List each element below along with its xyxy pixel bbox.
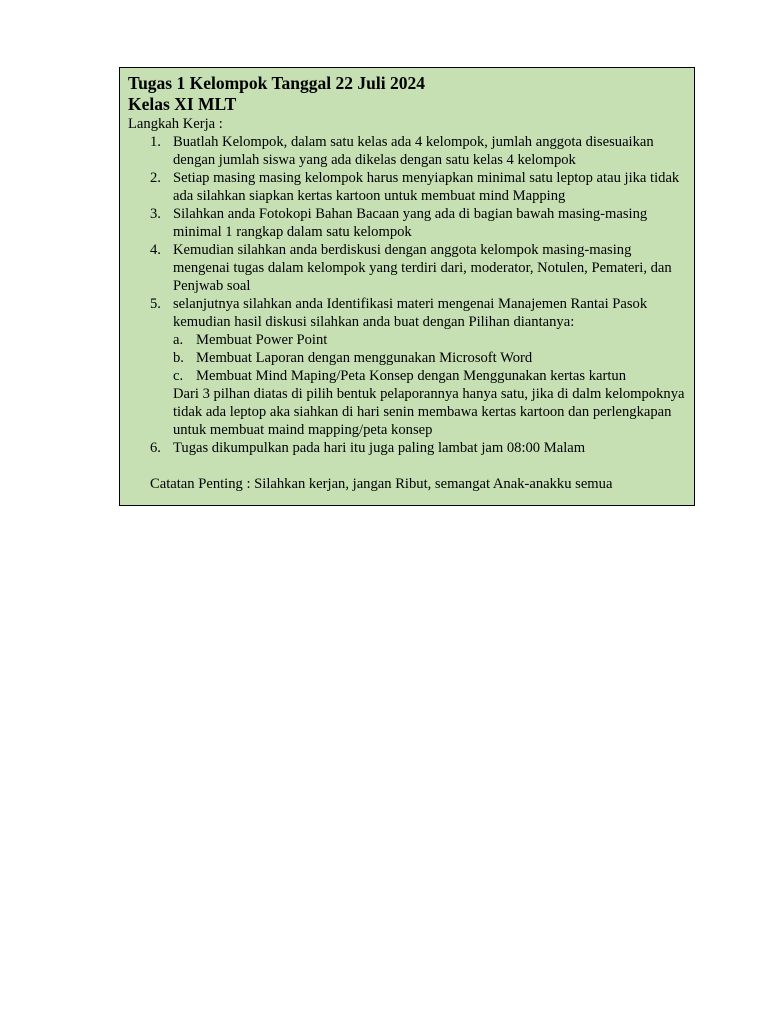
option-letter: c.	[173, 368, 184, 384]
step-number: 2.	[150, 170, 161, 186]
step-number: 1.	[150, 134, 161, 150]
option-letter: a.	[173, 332, 184, 348]
step-text: Setiap masing masing kelompok harus menyiapkan minimal satu leptop atau jika tidak ada silahkan siapkan kertas kartoon untuk membuat mind Mapping	[173, 170, 680, 204]
steps-list	[128, 133, 686, 457]
report-option-c	[173, 367, 686, 385]
class-label: Kelas XI MLT	[128, 94, 237, 114]
step-number: 5.	[150, 296, 161, 312]
option-text: Membuat Mind Maping/Peta Konsep dengan Menggunakan kertas kartun	[196, 368, 627, 384]
assignment-box	[119, 67, 695, 506]
option-letter: b.	[173, 350, 184, 366]
step-item-3	[128, 205, 686, 241]
assignment-title: Tugas 1 Kelompok Tanggal 22 Juli 2024	[128, 73, 425, 93]
step-item-6	[128, 439, 686, 457]
step-number: 3.	[150, 206, 161, 222]
step-item-2	[128, 169, 686, 205]
report-option-b	[173, 349, 686, 367]
step-item-4	[128, 241, 686, 295]
option-text: Membuat Power Point	[196, 332, 328, 348]
step-text: Kemudian silahkan anda berdiskusi dengan anggota kelompok masing-masing mengenai tugas dalam kelompok yang terdiri dari, moderator, Notulen, Pemateri, dan Penjwab soal	[173, 242, 672, 294]
step-text: selanjutnya silahkan anda Identifikasi materi mengenai Manajemen Rantai Pasok kemudian hasil diskusi silahkan anda buat dengan Pilihan diantanya:	[173, 296, 648, 330]
step-item-1	[128, 133, 686, 169]
steps-heading: Langkah Kerja :	[128, 116, 223, 132]
step-number: 4.	[150, 242, 161, 258]
step-text: Buatlah Kelompok, dalam satu kelas ada 4 kelompok, jumlah anggota disesuaikan dengan jumlah siswa yang ada dikelas dengan satu kelas 4 kelompok	[173, 134, 654, 168]
option-text: Membuat Laporan dengan menggunakan Microsoft Word	[196, 350, 533, 366]
step-item-5	[128, 295, 686, 439]
step-text: Tugas dikumpulkan pada hari itu juga paling lambat jam 08:00 Malam	[173, 440, 586, 456]
important-note: Catatan Penting : Silahkan kerjan, jangan Ribut, semangat Anak-anakku semua	[150, 476, 613, 492]
report-options-list	[173, 331, 686, 385]
step-number: 6.	[150, 440, 161, 456]
step-text: Silahkan anda Fotokopi Bahan Bacaan yang ada di bagian bawah masing-masing minimal 1 rangkap dalam satu kelompok	[173, 206, 648, 240]
report-option-a	[173, 331, 686, 349]
step-followup-text: Dari 3 pilhan diatas di pilih bentuk pelaporannya hanya satu, jika di dalm kelompoknya tidak ada leptop aka siahkan di hari senin membawa kertas kartoon dan perlengkapan untuk membuat maind mapping/peta konsep	[173, 386, 685, 438]
